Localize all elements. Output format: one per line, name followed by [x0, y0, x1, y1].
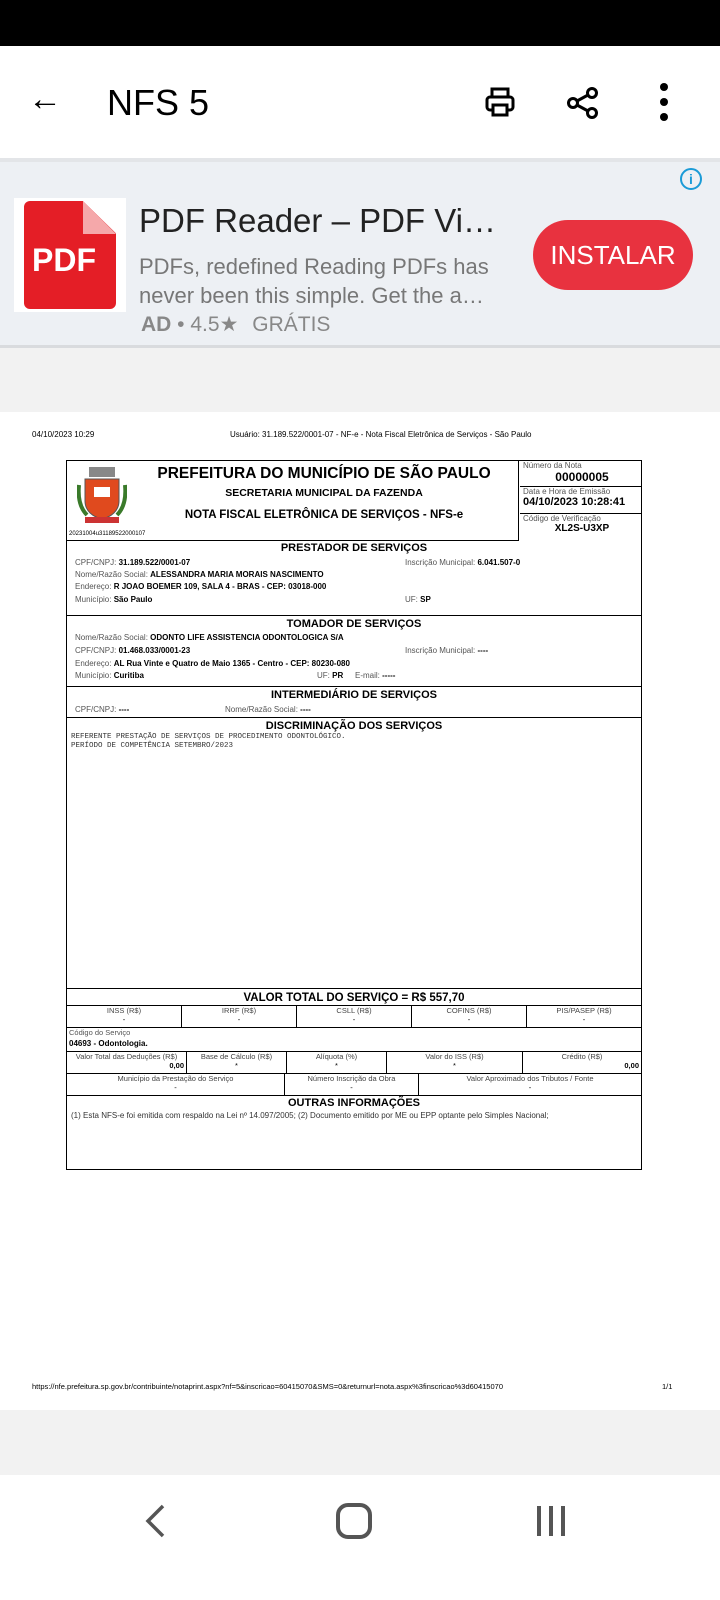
extra-label: Número Inscrição da Obra: [307, 1074, 396, 1083]
discriminacao-line: PERÍODO DE COMPETÊNCIA SETEMBRO/2023: [71, 742, 234, 750]
calc-row: [67, 1052, 641, 1074]
extra-label: Município da Prestação do Serviço: [117, 1074, 234, 1083]
calc-label: Valor do ISS (R$): [425, 1052, 484, 1061]
tax-label: INSS (R$): [106, 1006, 142, 1015]
ad-price: GRÁTIS: [252, 313, 331, 336]
back-arrow-icon[interactable]: ←: [28, 80, 62, 118]
tomador-section: TOMADOR DE SERVIÇOS Nome/Razão Social: ODONTO LIFE ASSISTENCIA ODONTOLOGICA S/A CPF/CNPJ: 01.468.033/0001-23 Inscrição Municipal: ---- Endereço: AL Rua Vinte e Quatro de Maio 1365 - Centro - CEP: 80230-080 Município: Curitiba UF: PR E-mail: -----: [67, 617, 641, 687]
coat-of-arms-logo: [77, 465, 127, 527]
tax-label: PIS/PASEP (R$): [556, 1006, 612, 1015]
extra-cell: [419, 1074, 641, 1095]
tomador-uf: PR: [332, 671, 344, 680]
tax-cell: [67, 1006, 182, 1027]
extra-cell: [67, 1074, 285, 1095]
prestador-municipio: São Paulo: [113, 595, 153, 604]
tax-label: IRRF (R$): [221, 1006, 257, 1015]
print-date: 04/10/2023 10:29: [32, 430, 95, 439]
footer-page: 1/1: [662, 1382, 673, 1391]
tax-value: -: [122, 1015, 126, 1024]
tomador-email: -----: [382, 671, 396, 680]
valor-total: VALOR TOTAL DO SERVIÇO = R$ 557,70: [67, 990, 641, 1006]
ad-description: PDFs, redefined Reading PDFs has never been this simple. Get the a…: [139, 254, 489, 308]
footer-url: https://nfe.prefeitura.sp.gov.br/contribuinte/notaprint.aspx?nf=5&inscricao=60415070&SMS=0&returnurl=nota.aspx%3finscricao%3d60415070: [32, 1382, 503, 1391]
calc-label: Alíquota (%): [315, 1052, 358, 1061]
tomador-heading: TOMADOR DE SERVIÇOS: [286, 618, 422, 630]
print-user: Usuário: 31.189.522/0001-07 - NF-e - Nota Fiscal Eletrônica de Serviços - São Paulo: [230, 430, 532, 439]
calc-cell: [387, 1052, 523, 1073]
prestador-endereco: R JOAO BOEMER 109, SALA 4 - BRAS - CEP: 03018-000: [113, 582, 327, 591]
ad-rating: 4.5: [190, 313, 220, 336]
calc-cell: [523, 1052, 641, 1073]
prestador-heading: PRESTADOR DE SERVIÇOS: [280, 542, 428, 554]
doc-subtitle: SECRETARIA MUNICIPAL DA FAZENDA: [225, 487, 423, 499]
ad-banner[interactable]: [0, 158, 720, 348]
recents-icon[interactable]: [535, 1504, 567, 1538]
codigo-verificacao: XL2S-U3XP: [554, 523, 610, 534]
barcode-text: 20231004u31189522000107: [69, 531, 146, 537]
ad-meta: AD • 4.5★ GRÁTIS: [141, 313, 331, 336]
calc-value: 0,00: [169, 1061, 184, 1070]
extra-value: -: [528, 1083, 532, 1092]
prestador-uf: SP: [420, 595, 431, 604]
intermediario-nome: ----: [300, 705, 311, 714]
calc-value: *: [235, 1061, 238, 1070]
prestador-nome: ALESSANDRA MARIA MORAIS NASCIMENTO: [150, 570, 324, 579]
intermediario-heading: INTERMEDIÁRIO DE SERVIÇOS: [270, 689, 438, 701]
extra-row: [67, 1074, 641, 1096]
print-icon[interactable]: [484, 86, 516, 118]
intermediario-cnpj: ----: [118, 705, 130, 714]
extra-value: -: [350, 1083, 353, 1092]
outras-heading: OUTRAS INFORMAÇÕES: [288, 1097, 420, 1109]
prestador-cnpj: 31.189.522/0001-07: [118, 558, 191, 567]
calc-label: Base de Cálculo (R$): [200, 1052, 273, 1061]
prestador-section: PRESTADOR DE SERVIÇOS CPF/CNPJ: 31.189.522/0001-07 Inscrição Municipal: 6.041.507-0 Nome/Razão Social: ALESSANDRA MARIA MORAIS NASCIMENTO Endereço: R JOAO BOEMER 109, SALA 4 - BRAS - CEP: 03018-000 Município: São Paulo UF: SP: [67, 541, 641, 616]
status-bar: [0, 0, 720, 46]
outras-section: [67, 1097, 641, 1123]
extra-label: Valor Aproximado dos Tributos / Fonte: [466, 1074, 594, 1083]
numero-nota: 00000005: [555, 470, 609, 484]
extra-cell: [285, 1074, 419, 1095]
more-options-icon[interactable]: [658, 82, 670, 122]
nfse-document: [66, 460, 642, 1170]
tax-value: -: [352, 1015, 356, 1024]
install-button[interactable]: INSTALAR: [533, 220, 693, 290]
tomador-im: ----: [477, 646, 489, 655]
discriminacao-section: [67, 719, 641, 989]
codigo-label: Código de Verificação: [523, 514, 601, 523]
taxes-row: [67, 1006, 641, 1028]
calc-label: Valor Total das Deduções (R$): [75, 1052, 178, 1061]
calc-cell: [67, 1052, 187, 1073]
back-nav-icon[interactable]: [143, 1503, 167, 1539]
calc-cell: [287, 1052, 387, 1073]
intermediario-section: INTERMEDIÁRIO DE SERVIÇOS CPF/CNPJ: ---- Nome/Razão Social: ----: [67, 688, 641, 718]
app-icon: PDF: [14, 198, 126, 312]
numero-label: Número da Nota: [523, 461, 582, 470]
tax-value: -: [467, 1015, 471, 1024]
tomador-nome: ODONTO LIFE ASSISTENCIA ODONTOLOGICA S/A: [150, 633, 344, 642]
discriminacao-line: REFERENTE PRESTAÇÃO DE SERVIÇOS DE PROCEDIMENTO ODONTOLÓGICO.: [71, 733, 346, 741]
emissao-label: Data e Hora de Emissão: [523, 487, 611, 496]
tax-cell: [412, 1006, 527, 1027]
star-icon: ★: [219, 313, 239, 336]
tax-label: COFINS (R$): [446, 1006, 492, 1015]
tax-cell: [297, 1006, 412, 1027]
tomador-endereco: AL Rua Vinte e Quatro de Maio 1365 - Centro - CEP: 80230-080: [113, 659, 350, 668]
calc-value: *: [453, 1061, 456, 1070]
pdf-page: [0, 412, 720, 1410]
tomador-cnpj: 01.468.033/0001-23: [118, 646, 191, 655]
extra-value: -: [174, 1083, 177, 1092]
servico-row: [67, 1028, 641, 1052]
prestador-im: 6.041.507-0: [477, 558, 521, 567]
ad-badge: AD: [141, 313, 172, 336]
data-emissao: 04/10/2023 10:28:41: [523, 496, 626, 508]
calc-cell: [187, 1052, 287, 1073]
tax-value: -: [237, 1015, 241, 1024]
tax-value: -: [582, 1015, 586, 1024]
app-bar: [0, 46, 720, 158]
share-icon[interactable]: [566, 86, 600, 120]
page-title: NFS 5: [107, 82, 210, 123]
servico-label: Código do Serviço: [69, 1028, 131, 1037]
tax-label: CSLL (R$): [336, 1006, 372, 1015]
tomador-municipio: Curitiba: [113, 671, 144, 680]
calc-label: Crédito (R$): [561, 1052, 603, 1061]
discriminacao-heading: DISCRIMINAÇÃO DOS SERVIÇOS: [265, 720, 443, 732]
doc-subtitle2: NOTA FISCAL ELETRÔNICA DE SERVIÇOS - NFS-e: [184, 509, 464, 521]
outras-text: (1) Esta NFS-e foi emitida com respaldo na Lei nº 14.097/2005; (2) Documento emitido por ME ou EPP optante pelo Simples Nacional;: [71, 1111, 549, 1120]
calc-value: *: [335, 1061, 338, 1070]
tax-cell: [527, 1006, 641, 1027]
info-icon[interactable]: i: [680, 168, 702, 190]
tax-cell: [182, 1006, 297, 1027]
calc-value: 0,00: [624, 1061, 639, 1070]
doc-title: PREFEITURA DO MUNICÍPIO DE SÃO PAULO: [157, 465, 491, 482]
navigation-bar: [0, 1475, 720, 1600]
codigo-servico: 04693 - Odontologia.: [69, 1039, 148, 1048]
ad-app-name: PDF Reader – PDF Vi…: [139, 202, 497, 239]
home-icon[interactable]: [336, 1503, 372, 1539]
